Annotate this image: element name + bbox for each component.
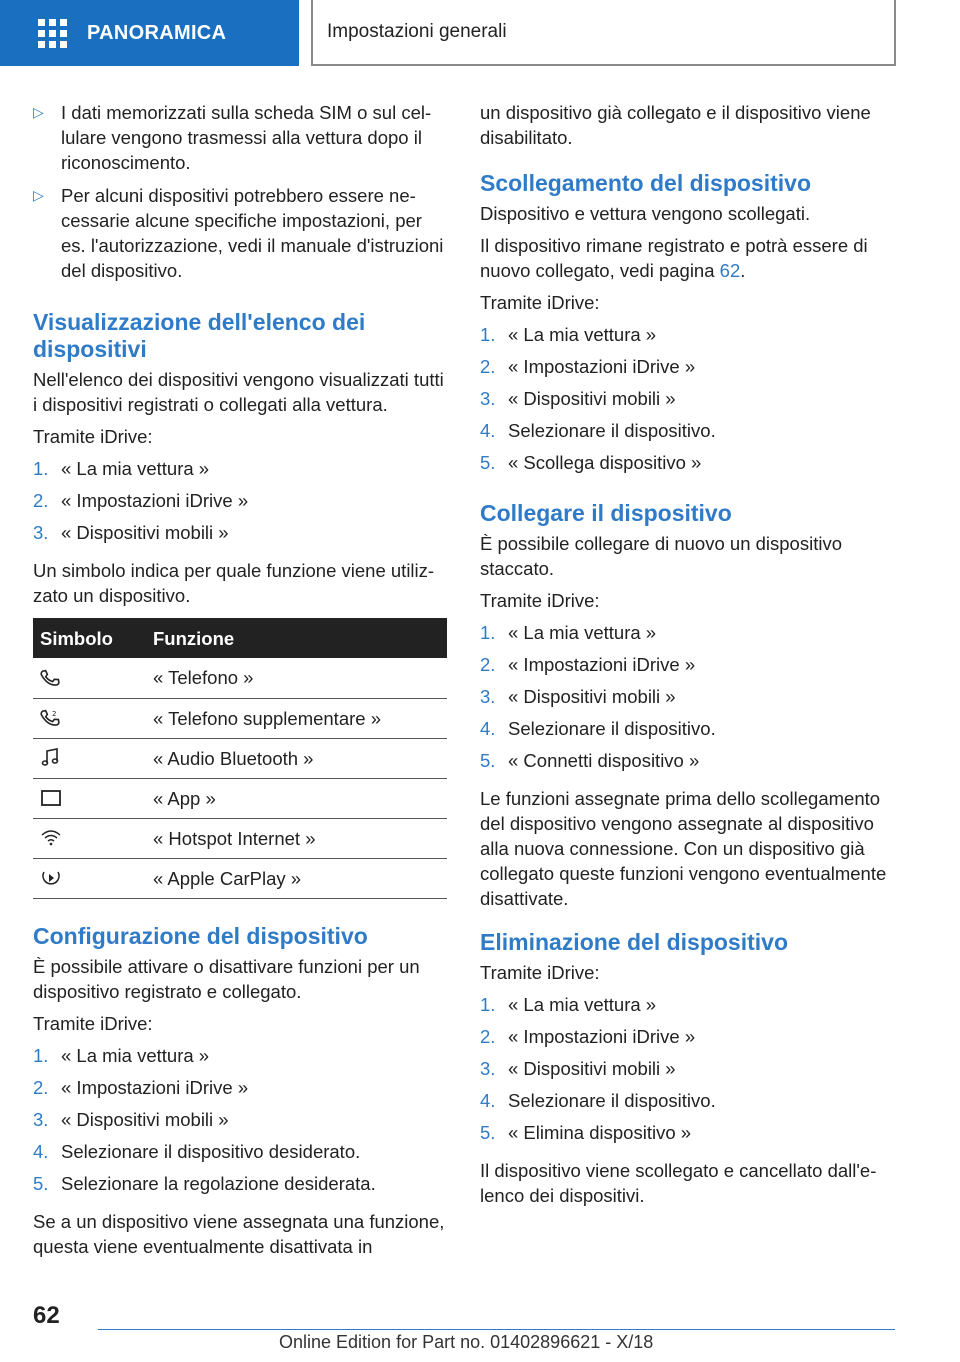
steps-list: [480, 620, 895, 780]
table-row: [33, 698, 447, 738]
list-item: [33, 1139, 447, 1171]
music-note-icon: [40, 748, 60, 768]
steps-list: [480, 322, 895, 482]
step-text: « La mia vettura »: [61, 1044, 210, 1066]
step-text: « Impostazioni iDrive »: [61, 490, 249, 511]
step-text: « Dispositivi mobili »: [61, 522, 229, 543]
step-text: « Impostazioni iDrive »: [61, 1076, 249, 1098]
list-item: [480, 1056, 895, 1088]
list-item: [480, 684, 895, 716]
paragraph: Tramite iDrive:: [33, 426, 153, 447]
step-number: 3.: [480, 388, 496, 409]
table-row: [33, 658, 447, 698]
list-item: [480, 322, 895, 354]
bullet-item: [33, 183, 447, 283]
step-text: « Elimina dispositivo »: [508, 1122, 692, 1143]
section-heading-connect: Collegare il dispositivo: [480, 500, 732, 526]
function-label: « Telefono supplementare »: [146, 698, 447, 738]
step-number: 5.: [33, 1172, 49, 1194]
overview-nav-button[interactable]: [0, 0, 299, 66]
paragraph-text: .: [740, 260, 746, 281]
step-number: 2.: [480, 654, 496, 675]
table-row: [33, 738, 447, 778]
svg-text:2: 2: [52, 710, 57, 718]
section-heading-device-list: Visualizzazione dell'elenco dei dispositivi: [33, 309, 366, 362]
paragraph: Le funzioni assegnate prima dello scollegamento del dispositivo vengono assegnate al dispositivo alla nuova connessione. Con un dispositivo già collegato queste funzioni vengono eventualmente disattivate.: [480, 788, 887, 909]
page-header: [0, 0, 960, 66]
step-number: 2.: [480, 356, 496, 377]
step-text: « Connetti dispositivo »: [508, 750, 700, 771]
step-number: 1.: [33, 458, 49, 479]
app-icon: [40, 788, 62, 808]
section-heading-device-config: Configurazione del dispositivo: [33, 922, 368, 949]
paragraph: Il dispositivo viene scollegato e cancellato dall'elenco dei dispositivi.: [480, 1160, 877, 1206]
table-row: [33, 818, 447, 858]
list-item: [33, 520, 447, 552]
step-text: « Scollega dispositivo »: [508, 452, 702, 473]
list-item: [33, 456, 447, 488]
step-number: 1.: [33, 1044, 49, 1066]
step-number: 3.: [480, 1058, 496, 1079]
step-text: « Impostazioni iDrive »: [508, 356, 696, 377]
list-item: [480, 1024, 895, 1056]
function-label: « Audio Bluetooth »: [146, 738, 447, 778]
step-number: 2.: [480, 1026, 496, 1047]
list-item: [480, 1088, 895, 1120]
step-text: « La mia vettura »: [508, 324, 657, 345]
edition-footer: Online Edition for Part no. 01402896621 - X/18: [279, 1332, 654, 1352]
steps-list: [33, 1043, 447, 1203]
symbol-table: [33, 618, 447, 899]
paragraph: Tramite iDrive:: [480, 962, 600, 983]
triangle-bullet-icon: ▷: [33, 187, 44, 203]
triangle-bullet-icon: ▷: [33, 104, 44, 120]
step-text: « La mia vettura »: [508, 622, 657, 643]
section-heading-delete: Eliminazione del dispositivo: [480, 929, 788, 955]
function-label: « App »: [146, 778, 447, 818]
step-number: 1.: [480, 324, 496, 345]
list-item: [480, 716, 895, 748]
section-title-tab: [311, 0, 896, 66]
left-column: [33, 100, 447, 1266]
step-text: « Dispositivi mobili »: [61, 1108, 229, 1130]
step-number: 1.: [480, 622, 496, 643]
paragraph: Un simbolo indica per quale funzione viene utilizzato un dispositivo.: [33, 560, 435, 606]
step-text: Selezionare il dispositivo.: [508, 420, 716, 441]
table-row: [33, 858, 447, 898]
step-text: Selezionare il dispositivo.: [508, 1090, 716, 1111]
secondary-phone-icon: [40, 708, 60, 728]
step-number: 3.: [33, 522, 49, 543]
step-text: « Dispositivi mobili »: [508, 1058, 676, 1079]
page-number: 62: [33, 1302, 60, 1329]
step-text: « Dispositivi mobili »: [508, 388, 676, 409]
step-number: 2.: [33, 490, 49, 511]
steps-list: [33, 456, 447, 552]
step-text: « La mia vettura »: [61, 458, 210, 479]
step-text: Selezionare il dispositivo.: [508, 718, 716, 739]
paragraph: Dispositivo e vettura vengono scollegati.: [480, 203, 811, 224]
column-header-function: Funzione: [146, 618, 447, 658]
step-number: 2.: [33, 1076, 49, 1098]
list-item: [480, 748, 895, 780]
wifi-icon: [40, 828, 62, 848]
step-number: 4.: [480, 1090, 496, 1111]
function-label: « Telefono »: [146, 658, 447, 698]
step-text: « Impostazioni iDrive »: [508, 1026, 696, 1047]
page-reference-link[interactable]: 62: [719, 260, 741, 281]
section-title: Impostazioni generali: [327, 21, 507, 42]
list-item: [480, 620, 895, 652]
paragraph: È possibile collegare di nuovo un dispositivo staccato.: [480, 533, 842, 579]
paragraph: un dispositivo già collegato e il dispositivo viene disabilitato.: [480, 102, 871, 148]
list-item: [480, 1120, 895, 1152]
bullet-item: [33, 100, 447, 175]
step-text: « Impostazioni iDrive »: [508, 654, 696, 675]
step-number: 5.: [480, 750, 496, 771]
section-heading-disconnect: Scollegamento del dispositivo: [480, 170, 812, 196]
table-header-row: [33, 618, 447, 658]
step-number: 3.: [33, 1108, 49, 1130]
right-column: [480, 100, 895, 1215]
grid-menu-icon: [38, 19, 67, 48]
column-header-symbol: Simbolo: [33, 618, 146, 658]
step-text: Selezionare il dispositivo desiderato.: [61, 1140, 361, 1162]
step-number: 1.: [480, 994, 496, 1015]
step-text: Selezionare la regolazione desiderata.: [61, 1172, 376, 1194]
paragraph-text: Il dispositivo rimane registrato e potrà essere di nuovo collegato, vedi pagina: [480, 235, 868, 281]
bullet-text: Per alcuni dispositivi potrebbero essere necessarie alcune specifiche impostazioni, per es. l'autorizzazione, vedi il manuale d'istruzioni del dispositivo.: [61, 185, 444, 281]
function-label: « Hotspot Internet »: [146, 818, 447, 858]
list-item: [480, 386, 895, 418]
list-item: [480, 652, 895, 684]
step-text: « La mia vettura »: [508, 994, 657, 1015]
overview-nav-label: PANORAMICA: [87, 21, 227, 44]
paragraph: Se a un dispositivo viene assegnata una funzione, questa viene eventualmente disattivata in: [33, 1210, 445, 1257]
paragraph: Nell'elenco dei dispositivi vengono visualizzati tutti i dispositivi registrati o collegati alla vettura.: [33, 369, 444, 415]
steps-list: [480, 992, 895, 1152]
list-item: [480, 992, 895, 1024]
list-item: [480, 354, 895, 386]
list-item: [33, 1171, 447, 1203]
step-number: 4.: [33, 1140, 49, 1162]
function-label: « Apple CarPlay »: [146, 858, 447, 898]
step-number: 3.: [480, 686, 496, 707]
paragraph: Tramite iDrive:: [480, 590, 600, 611]
step-number: 4.: [480, 718, 496, 739]
step-number: 4.: [480, 420, 496, 441]
table-row: [33, 778, 447, 818]
step-number: 5.: [480, 1122, 496, 1143]
list-item: [480, 450, 895, 482]
footer-divider: [98, 1329, 895, 1330]
step-text: « Dispositivi mobili »: [508, 686, 676, 707]
phone-icon: [40, 668, 60, 688]
paragraph: Tramite iDrive:: [33, 1012, 153, 1034]
carplay-icon: [40, 868, 62, 888]
list-item: [33, 1043, 447, 1075]
list-item: [33, 1107, 447, 1139]
paragraph: Tramite iDrive:: [480, 292, 600, 313]
paragraph: [480, 233, 895, 283]
list-item: [33, 488, 447, 520]
list-item: [480, 418, 895, 450]
bullet-text: I dati memorizzati sulla scheda SIM o sul cellulare vengono trasmessi alla vettura dopo il riconoscimento.: [61, 102, 432, 173]
paragraph: È possibile attivare o disattivare funzioni per un dispositivo registrato e collegato.: [33, 955, 420, 1002]
step-number: 5.: [480, 452, 496, 473]
list-item: [33, 1075, 447, 1107]
